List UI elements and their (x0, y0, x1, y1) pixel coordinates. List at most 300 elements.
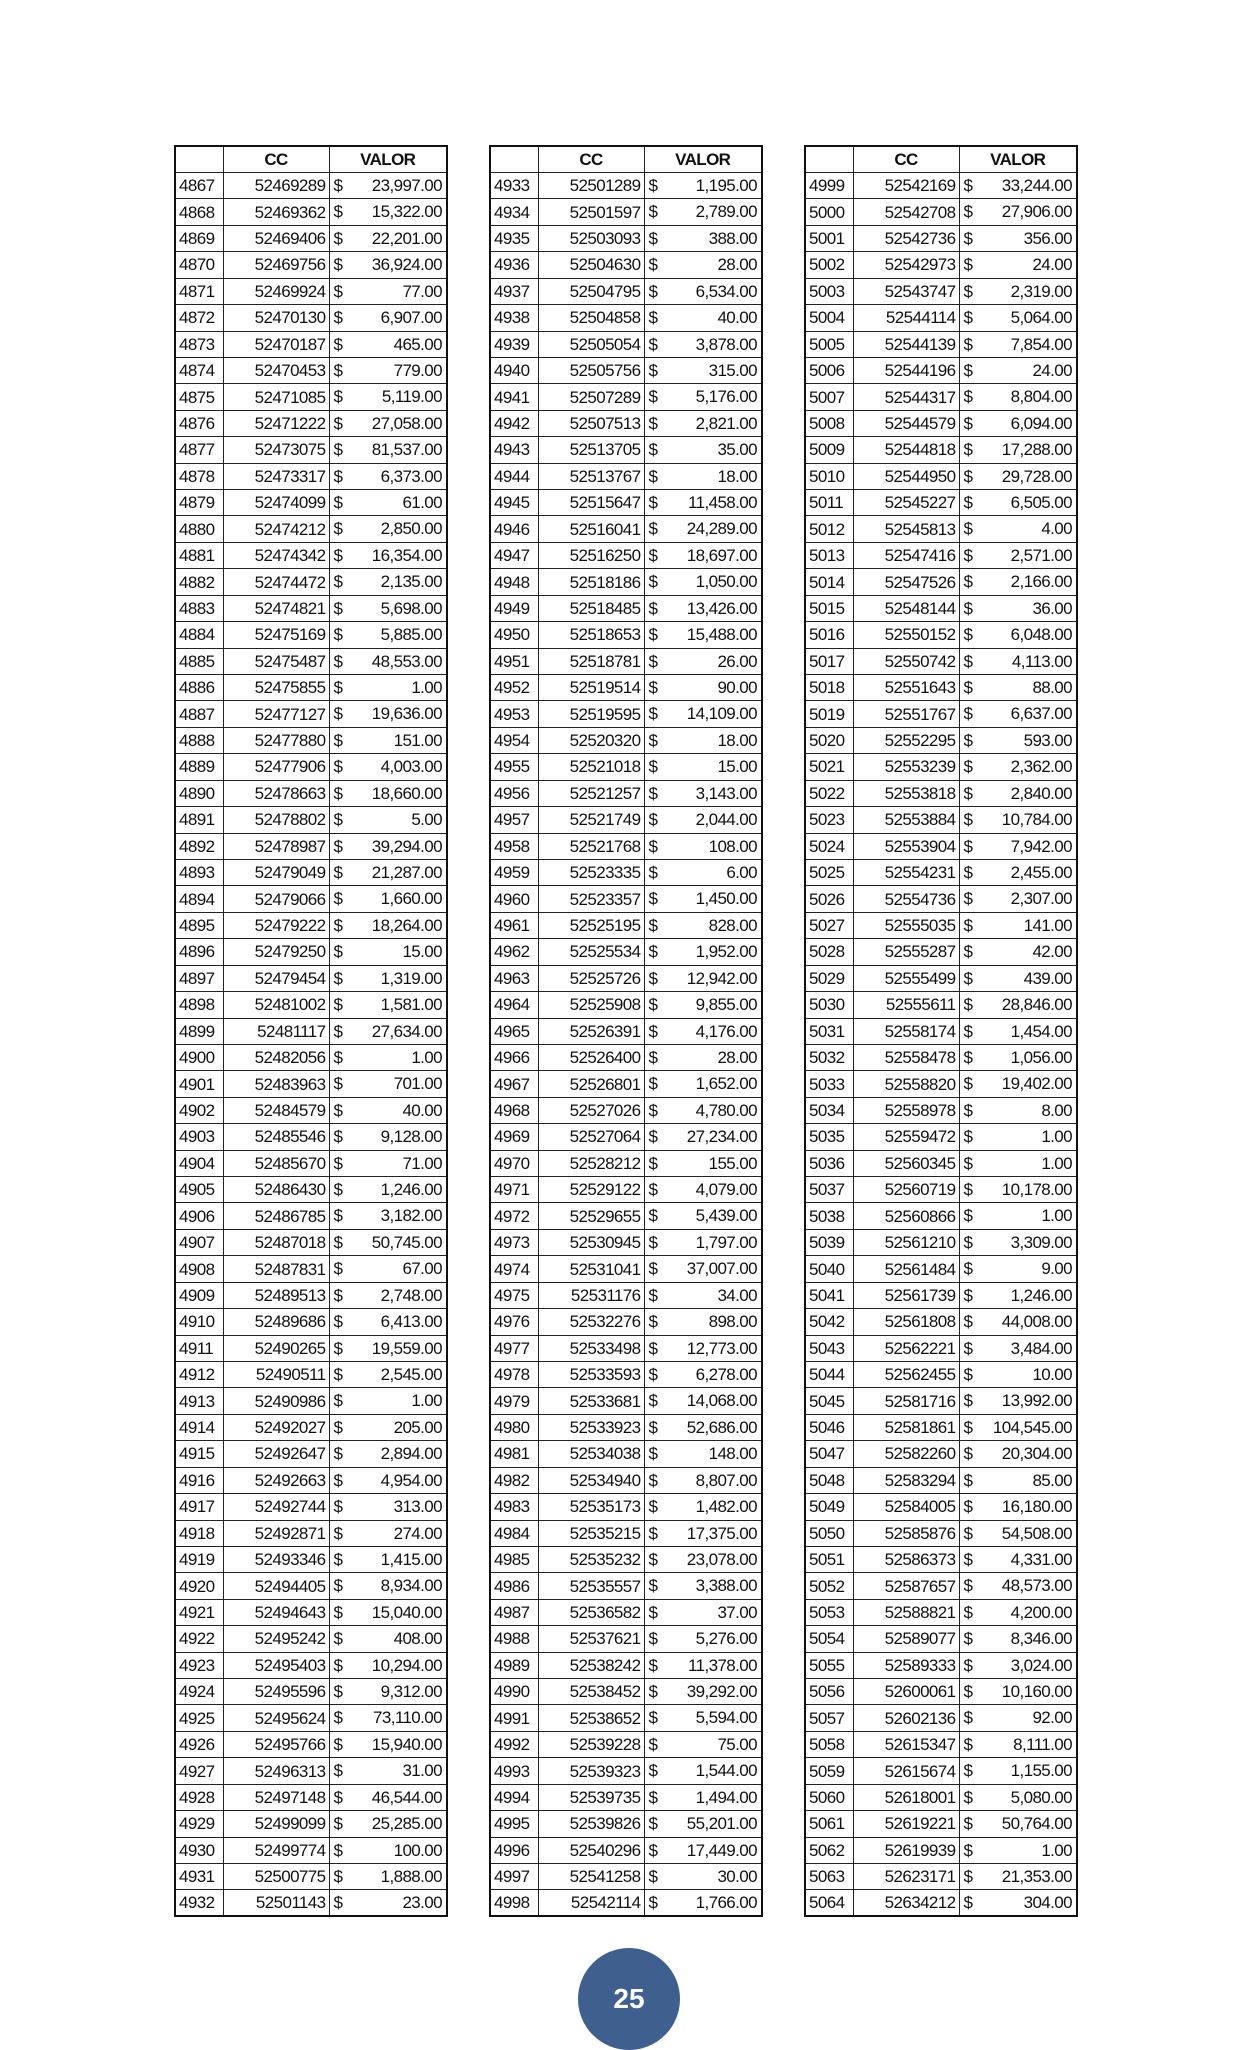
valor-amount: 1.00 (1041, 1840, 1072, 1860)
valor-cell (329, 1679, 447, 1705)
table-row (490, 1097, 802, 1123)
currency-symbol: $ (333, 1523, 343, 1543)
cc-number: 52558820 (853, 1071, 959, 1097)
currency-symbol: $ (963, 493, 973, 513)
valor-amount: 4,176.00 (695, 1021, 757, 1041)
valor-amount: 898.00 (708, 1312, 757, 1332)
valor-amount: 4,079.00 (695, 1180, 757, 1200)
valor-cell (329, 1890, 447, 1917)
currency-symbol: $ (963, 1602, 973, 1622)
valor-cell (959, 965, 1077, 991)
table-row (490, 1679, 802, 1705)
table-row (175, 516, 487, 542)
table-row (805, 1890, 1117, 1917)
cc-number: 52535232 (538, 1546, 644, 1572)
table-row (805, 410, 1117, 436)
column-gap (447, 199, 487, 225)
table-row (805, 939, 1117, 965)
row-index: 4915 (175, 1441, 223, 1467)
column-gap (1077, 1546, 1117, 1572)
column-gap (447, 965, 487, 991)
table-row (805, 1573, 1117, 1599)
valor-cell (959, 1494, 1077, 1520)
valor-cell (959, 1652, 1077, 1678)
table-row (490, 939, 802, 965)
column-gap (447, 1811, 487, 1837)
row-index: 4878 (175, 463, 223, 489)
table-row (490, 490, 802, 516)
valor-cell (644, 1256, 762, 1282)
cc-number: 52544139 (853, 331, 959, 357)
cc-number: 52525195 (538, 912, 644, 938)
currency-symbol: $ (963, 678, 973, 698)
valor-amount: 19,559.00 (371, 1338, 442, 1358)
table-row (490, 675, 802, 701)
currency-symbol: $ (333, 1629, 343, 1649)
row-index: 4910 (175, 1309, 223, 1335)
valor-amount: 35.00 (717, 440, 757, 460)
row-index: 4884 (175, 622, 223, 648)
column-gap (1077, 225, 1117, 251)
valor-amount: 4,954.00 (380, 1470, 442, 1490)
valor-cell (644, 1071, 762, 1097)
valor-cell (329, 1388, 447, 1414)
currency-symbol: $ (648, 889, 658, 909)
row-index: 4993 (490, 1758, 538, 1784)
row-index: 4977 (490, 1335, 538, 1361)
column-gap (762, 278, 802, 304)
cc-number: 52486785 (223, 1203, 329, 1229)
valor-amount: 12,942.00 (686, 968, 757, 988)
row-index: 5033 (805, 1071, 853, 1097)
column-gap (1077, 1335, 1117, 1361)
currency-symbol: $ (648, 1444, 658, 1464)
cc-number: 52474342 (223, 542, 329, 568)
cc-number: 52497148 (223, 1784, 329, 1810)
column-gap (1077, 384, 1117, 410)
row-index: 4974 (490, 1256, 538, 1282)
column-gap (762, 859, 802, 885)
valor-amount: 8,807.00 (695, 1470, 757, 1490)
column-gap (762, 1124, 802, 1150)
currency-symbol: $ (963, 968, 973, 988)
cc-number: 52499774 (223, 1837, 329, 1863)
table-row (805, 1599, 1117, 1625)
currency-symbol: $ (963, 1391, 973, 1411)
valor-amount: 29,728.00 (1001, 466, 1072, 486)
column-gap (1077, 1837, 1117, 1863)
cc-number: 52582260 (853, 1441, 959, 1467)
header-index (175, 146, 223, 173)
cc-number: 52539826 (538, 1811, 644, 1837)
valor-cell (329, 833, 447, 859)
valor-amount: 3,878.00 (695, 334, 757, 354)
row-index: 4868 (175, 199, 223, 225)
currency-symbol: $ (963, 1180, 973, 1200)
valor-cell (644, 1177, 762, 1203)
row-index: 5017 (805, 648, 853, 674)
column-gap (1077, 1203, 1117, 1229)
row-index: 4911 (175, 1335, 223, 1361)
valor-amount: 6.00 (726, 862, 757, 882)
cc-number: 52516250 (538, 542, 644, 568)
valor-cell (329, 542, 447, 568)
cc-number: 52561739 (853, 1282, 959, 1308)
currency-symbol: $ (648, 1761, 658, 1781)
column-gap (762, 1335, 802, 1361)
cc-number: 52495242 (223, 1626, 329, 1652)
row-index: 5013 (805, 542, 853, 568)
column-gap (447, 1705, 487, 1731)
valor-cell (959, 542, 1077, 568)
currency-symbol: $ (333, 836, 343, 856)
row-index: 5035 (805, 1124, 853, 1150)
currency-symbol: $ (648, 862, 658, 882)
table-row (175, 1520, 487, 1546)
column-gap (762, 1309, 802, 1335)
valor-cell (329, 754, 447, 780)
valor-cell (329, 780, 447, 806)
column-gap (447, 780, 487, 806)
cc-number: 52505054 (538, 331, 644, 357)
row-index: 5014 (805, 569, 853, 595)
row-index: 4908 (175, 1256, 223, 1282)
cc-number: 52474821 (223, 595, 329, 621)
valor-cell (644, 807, 762, 833)
valor-cell (959, 1784, 1077, 1810)
row-index: 4943 (490, 437, 538, 463)
valor-amount: 18.00 (717, 730, 757, 750)
table-row (490, 1335, 802, 1361)
column-gap (447, 1414, 487, 1440)
column-gap (447, 701, 487, 727)
table-row (490, 199, 802, 225)
row-index: 5000 (805, 199, 853, 225)
cc-number: 52479222 (223, 912, 329, 938)
valor-amount: 28,846.00 (1001, 995, 1072, 1015)
column-gap (447, 490, 487, 516)
header-valor: VALOR (959, 146, 1077, 173)
row-index: 4978 (490, 1361, 538, 1387)
cc-number: 52539228 (538, 1731, 644, 1757)
valor-amount: 1,246.00 (380, 1180, 442, 1200)
valor-cell (329, 199, 447, 225)
row-index: 5005 (805, 331, 853, 357)
column-gap (1077, 859, 1117, 885)
table-row (805, 490, 1117, 516)
table-row (490, 1177, 802, 1203)
currency-symbol: $ (333, 202, 343, 222)
table-row (805, 1124, 1117, 1150)
table-row (175, 1705, 487, 1731)
cc-number: 52474472 (223, 569, 329, 595)
column-gap (447, 1599, 487, 1625)
valor-amount: 23.00 (402, 1893, 442, 1913)
valor-cell (329, 807, 447, 833)
valor-amount: 5,176.00 (695, 387, 757, 407)
valor-cell (644, 1546, 762, 1572)
table-row (490, 622, 802, 648)
column-gap (447, 542, 487, 568)
table-row (805, 1177, 1117, 1203)
column-gap (762, 516, 802, 542)
currency-symbol: $ (333, 1549, 343, 1569)
cc-number: 52544818 (853, 437, 959, 463)
valor-cell (959, 1150, 1077, 1176)
table-row (175, 1150, 487, 1176)
column-gap (447, 992, 487, 1018)
column-gap (447, 1494, 487, 1520)
cc-number: 52519595 (538, 701, 644, 727)
currency-symbol: $ (333, 1259, 343, 1279)
valor-cell (329, 965, 447, 991)
valor-cell (959, 833, 1077, 859)
row-index: 4932 (175, 1890, 223, 1917)
cc-number: 52496313 (223, 1758, 329, 1784)
currency-symbol: $ (333, 545, 343, 565)
currency-symbol: $ (963, 1338, 973, 1358)
column-gap (447, 437, 487, 463)
row-index: 4921 (175, 1599, 223, 1625)
cc-number: 52490265 (223, 1335, 329, 1361)
row-index: 5052 (805, 1573, 853, 1599)
valor-amount: 27,634.00 (371, 1021, 442, 1041)
cc-number: 52615674 (853, 1758, 959, 1784)
cc-number: 52532276 (538, 1309, 644, 1335)
page-number-badge: 25 (578, 1948, 680, 2050)
row-index: 5058 (805, 1731, 853, 1757)
table-row (490, 1890, 802, 1917)
valor-amount: 5.00 (411, 810, 442, 830)
cc-number: 52516041 (538, 516, 644, 542)
cc-number: 52544579 (853, 410, 959, 436)
currency-symbol: $ (963, 1047, 973, 1067)
valor-cell (329, 173, 447, 199)
currency-symbol: $ (333, 1285, 343, 1305)
valor-cell (959, 1256, 1077, 1282)
row-index: 4880 (175, 516, 223, 542)
table-row (490, 516, 802, 542)
column-gap (762, 912, 802, 938)
cc-number: 52531176 (538, 1282, 644, 1308)
column-gap (447, 516, 487, 542)
table-row (490, 1599, 802, 1625)
valor-cell (959, 992, 1077, 1018)
cc-number: 52558478 (853, 1044, 959, 1070)
column-gap (762, 754, 802, 780)
header-index (805, 146, 853, 173)
valor-amount: 6,637.00 (1010, 704, 1072, 724)
column-gap (447, 939, 487, 965)
row-index: 5015 (805, 595, 853, 621)
row-index: 5029 (805, 965, 853, 991)
valor-amount: 9.00 (1041, 1259, 1072, 1279)
column-gap (762, 1626, 802, 1652)
row-index: 5057 (805, 1705, 853, 1731)
table-row (805, 1414, 1117, 1440)
row-index: 4952 (490, 675, 538, 701)
table-row (490, 1309, 802, 1335)
column-gap (1077, 965, 1117, 991)
cc-number: 52560345 (853, 1150, 959, 1176)
valor-cell (959, 1679, 1077, 1705)
valor-cell (329, 305, 447, 331)
valor-amount: 48,553.00 (371, 651, 442, 671)
cc-number: 52474212 (223, 516, 329, 542)
table-row (175, 780, 487, 806)
table-row (805, 1546, 1117, 1572)
column-gap (1077, 1705, 1117, 1731)
column-gap (447, 1890, 487, 1917)
valor-amount: 17,449.00 (686, 1840, 757, 1860)
column-gap (762, 437, 802, 463)
table-row (805, 463, 1117, 489)
valor-amount: 71.00 (402, 1153, 442, 1173)
row-index: 5046 (805, 1414, 853, 1440)
cc-number: 52473075 (223, 437, 329, 463)
valor-cell (644, 1414, 762, 1440)
table-row (805, 357, 1117, 383)
table-row (490, 1652, 802, 1678)
valor-amount: 27,906.00 (1001, 202, 1072, 222)
valor-amount: 40.00 (717, 308, 757, 328)
currency-symbol: $ (963, 810, 973, 830)
cc-number: 52555611 (853, 992, 959, 1018)
valor-amount: 304.00 (1023, 1893, 1072, 1913)
currency-symbol: $ (648, 651, 658, 671)
column-gap (762, 490, 802, 516)
currency-symbol: $ (963, 1259, 973, 1279)
column-gap (1077, 1573, 1117, 1599)
currency-symbol: $ (963, 995, 973, 1015)
column-gap (447, 1044, 487, 1070)
valor-cell (959, 1071, 1077, 1097)
table-row (490, 912, 802, 938)
column-gap (762, 146, 802, 173)
currency-symbol: $ (333, 1417, 343, 1437)
valor-amount: 2,307.00 (1010, 889, 1072, 909)
valor-amount: 1,766.00 (695, 1893, 757, 1913)
currency-symbol: $ (648, 1232, 658, 1252)
column-gap (447, 1124, 487, 1150)
currency-symbol: $ (963, 334, 973, 354)
valor-cell (644, 463, 762, 489)
valor-amount: 3,309.00 (1010, 1232, 1072, 1252)
valor-amount: 55,201.00 (686, 1814, 757, 1834)
valor-amount: 18,697.00 (686, 545, 757, 565)
currency-symbol: $ (648, 810, 658, 830)
valor-cell (959, 1546, 1077, 1572)
currency-symbol: $ (648, 836, 658, 856)
table-row (175, 939, 487, 965)
valor-amount: 36,924.00 (371, 255, 442, 275)
cc-number: 52619939 (853, 1837, 959, 1863)
cc-number: 52470453 (223, 357, 329, 383)
valor-cell (959, 1837, 1077, 1863)
cc-number: 52583294 (853, 1467, 959, 1493)
currency-symbol: $ (963, 1100, 973, 1120)
table-row (175, 225, 487, 251)
column-gap (1077, 1124, 1117, 1150)
table-row (490, 1705, 802, 1731)
currency-symbol: $ (333, 598, 343, 618)
cc-number: 52529655 (538, 1203, 644, 1229)
row-index: 4987 (490, 1599, 538, 1625)
valor-cell (644, 939, 762, 965)
header-cc: CC (223, 146, 329, 173)
currency-symbol: $ (333, 1391, 343, 1411)
row-index: 5043 (805, 1335, 853, 1361)
valor-amount: 2,545.00 (380, 1364, 442, 1384)
valor-cell (644, 622, 762, 648)
valor-cell (329, 912, 447, 938)
table-row (175, 542, 487, 568)
valor-amount: 4,331.00 (1010, 1549, 1072, 1569)
currency-symbol: $ (333, 968, 343, 988)
currency-symbol: $ (963, 1206, 973, 1226)
cc-number: 52558978 (853, 1097, 959, 1123)
valor-amount: 356.00 (1023, 228, 1072, 248)
valor-cell (329, 1705, 447, 1731)
valor-amount: 3,484.00 (1010, 1338, 1072, 1358)
row-index: 4902 (175, 1097, 223, 1123)
row-index: 5021 (805, 754, 853, 780)
table-row (175, 305, 487, 331)
column-gap (762, 1388, 802, 1414)
cc-number: 52479250 (223, 939, 329, 965)
cc-number: 52505756 (538, 357, 644, 383)
table-row (490, 859, 802, 885)
row-index: 4871 (175, 278, 223, 304)
column-gap (1077, 1309, 1117, 1335)
valor-cell (329, 992, 447, 1018)
table-row (175, 754, 487, 780)
currency-symbol: $ (333, 942, 343, 962)
row-index: 4874 (175, 357, 223, 383)
valor-cell (959, 331, 1077, 357)
valor-amount: 1,450.00 (695, 889, 757, 909)
valor-amount: 274.00 (393, 1523, 442, 1543)
row-index: 5030 (805, 992, 853, 1018)
row-index: 4973 (490, 1229, 538, 1255)
row-index: 4904 (175, 1150, 223, 1176)
currency-symbol: $ (648, 1629, 658, 1649)
currency-symbol: $ (648, 704, 658, 724)
column-gap (762, 1071, 802, 1097)
table-row (490, 331, 802, 357)
column-gap (1077, 1361, 1117, 1387)
cc-number: 52585876 (853, 1520, 959, 1546)
table-row (490, 1494, 802, 1520)
valor-amount: 19,402.00 (1001, 1074, 1072, 1094)
currency-symbol: $ (963, 1021, 973, 1041)
column-gap (762, 357, 802, 383)
currency-symbol: $ (963, 704, 973, 724)
cc-number: 52562455 (853, 1361, 959, 1387)
valor-cell (959, 622, 1077, 648)
valor-amount: 1,494.00 (695, 1787, 757, 1807)
column-gap (447, 225, 487, 251)
cc-number: 52521018 (538, 754, 644, 780)
cc-number: 52553884 (853, 807, 959, 833)
valor-amount: 10,784.00 (1001, 810, 1072, 830)
currency-symbol: $ (648, 1682, 658, 1702)
column-gap (447, 1256, 487, 1282)
valor-cell (329, 1837, 447, 1863)
column-gap (447, 463, 487, 489)
valor-cell (959, 410, 1077, 436)
valor-cell (644, 516, 762, 542)
